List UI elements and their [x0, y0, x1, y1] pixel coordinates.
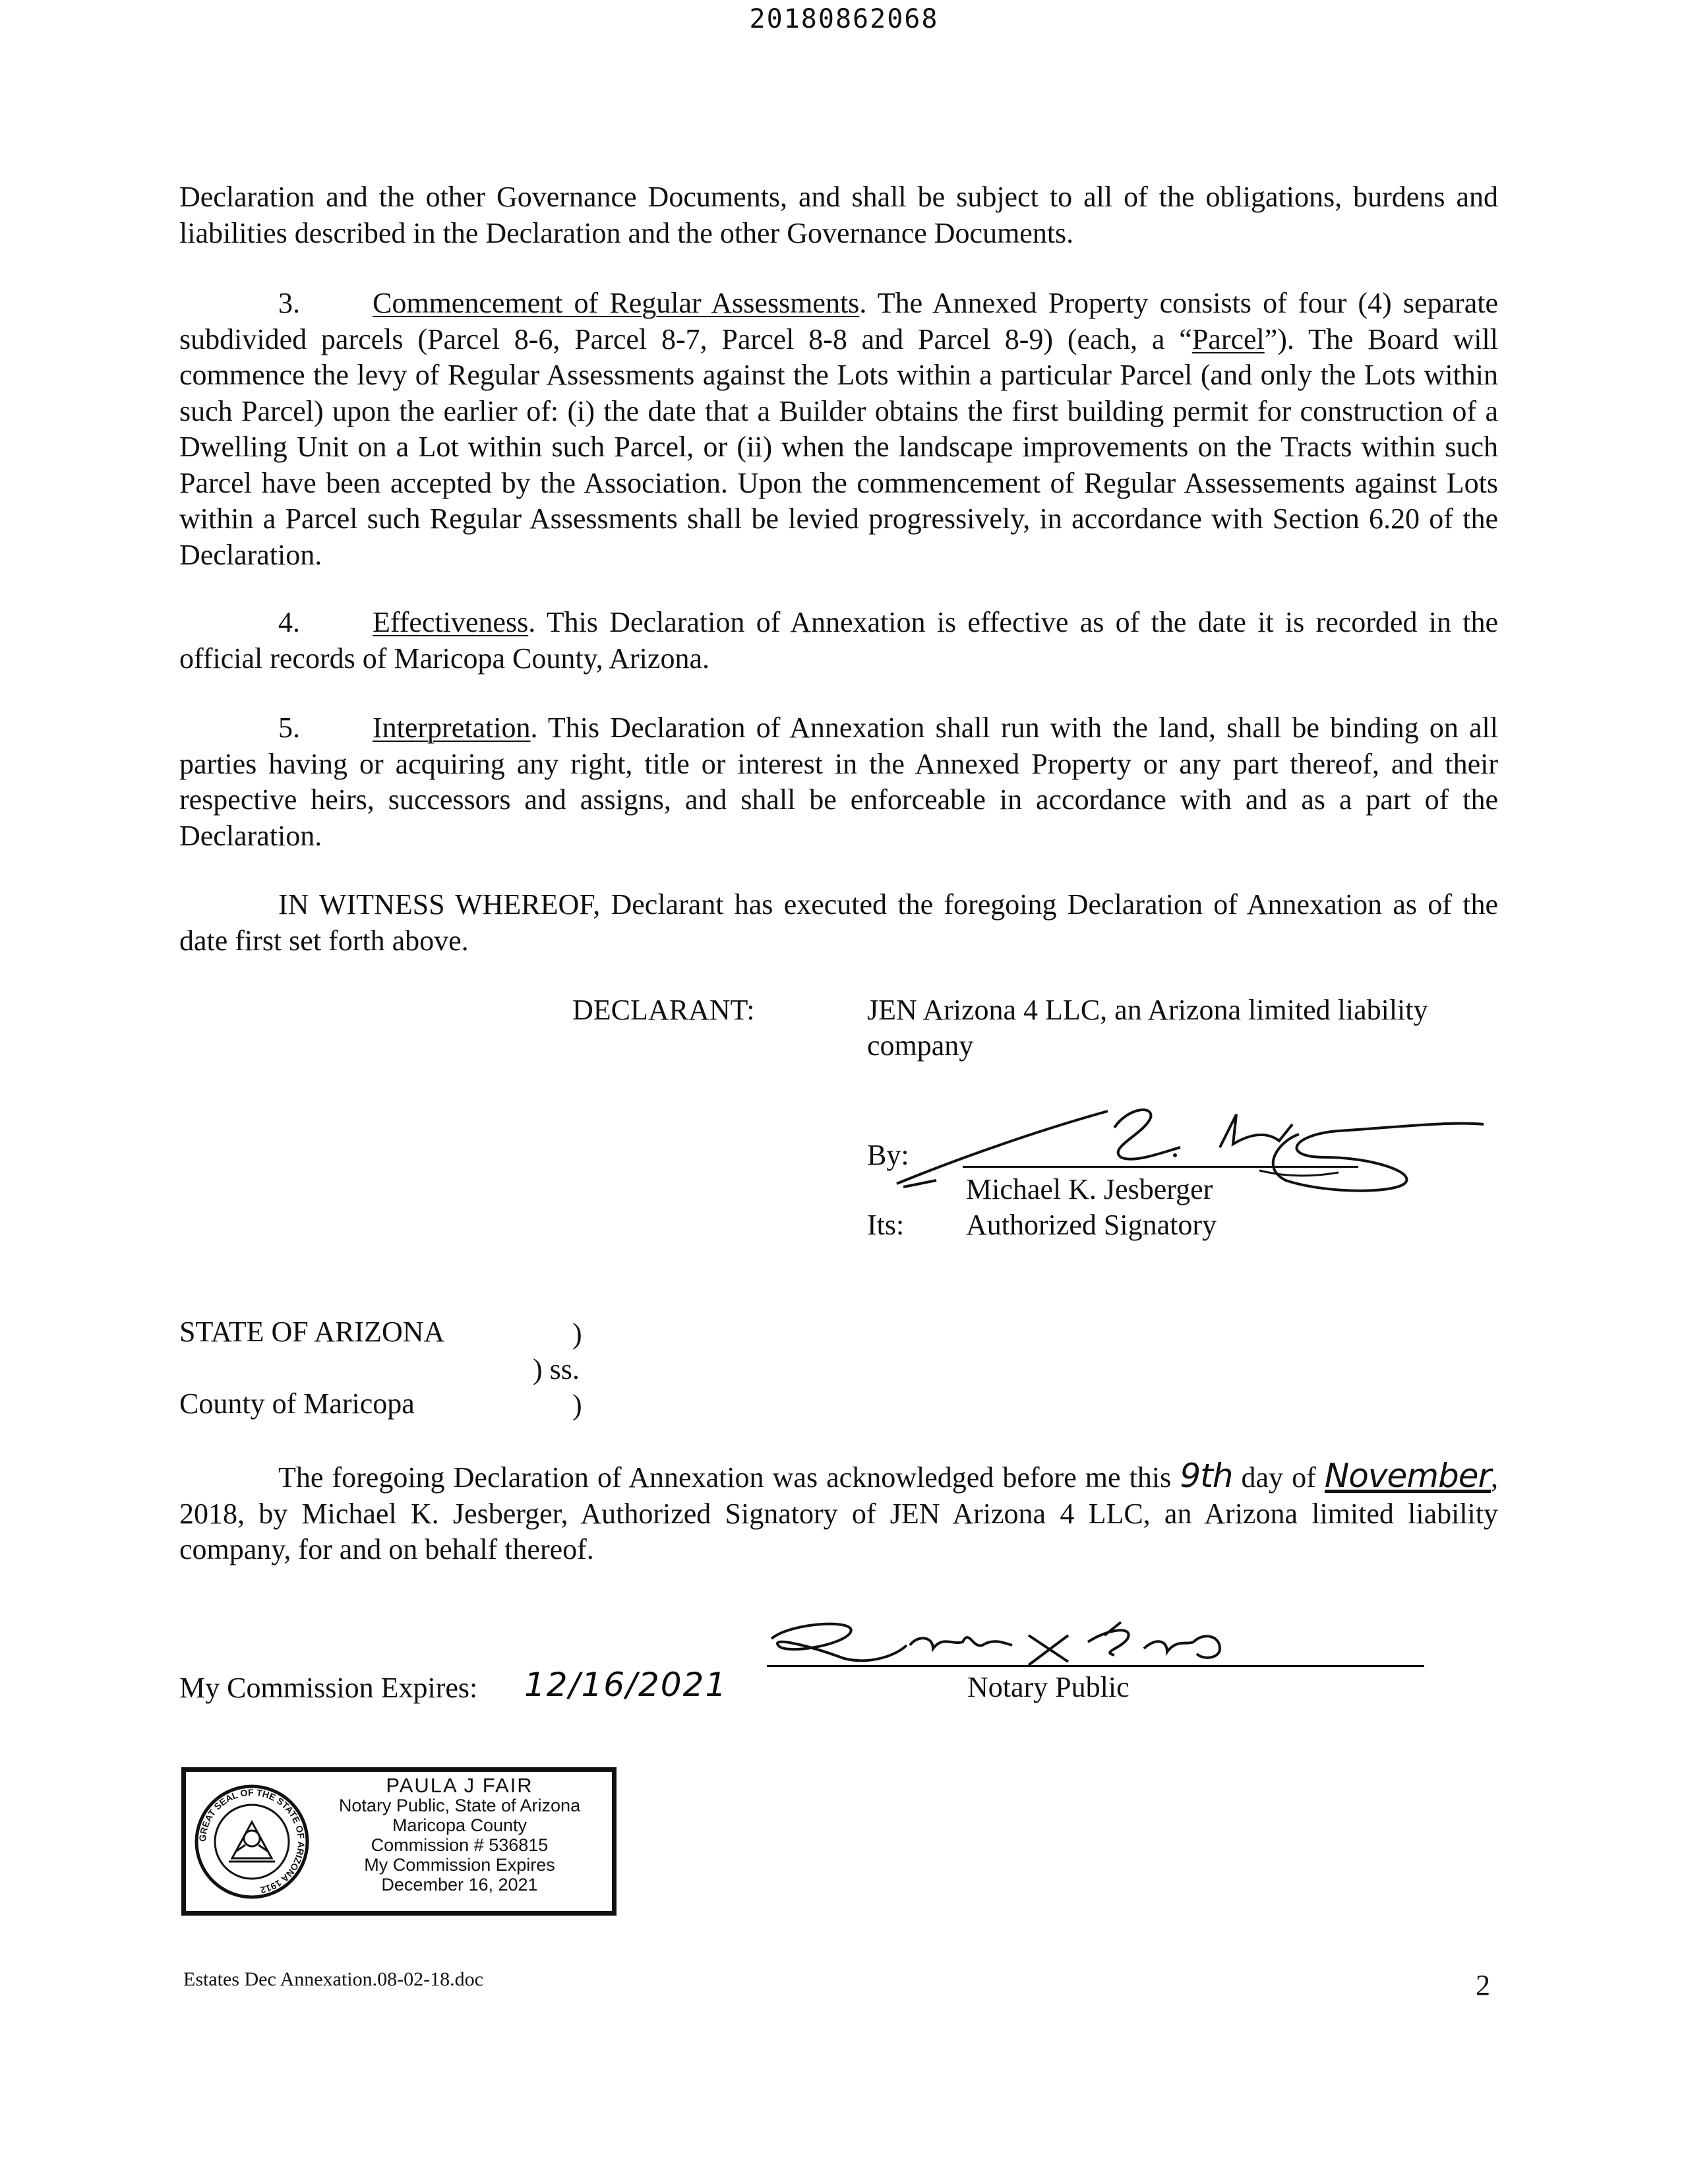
declarant-name-line2: company [867, 1029, 974, 1062]
commission-date-handwritten: 12/16/2021 [524, 1666, 728, 1704]
venue-paren-close: ) [572, 1389, 582, 1421]
stamp-line-2: Notary Public, State of Arizona [338, 1796, 581, 1815]
venue-ss: ) ss. [533, 1353, 580, 1385]
venue-county: County of Maricopa [179, 1387, 415, 1420]
its-label: Its: [867, 1209, 905, 1241]
witness-text: IN WITNESS WHEREOF, Declarant has executed the foregoing Declaration of Annexation as of the date first set forth above. [179, 888, 1498, 957]
stamp-line-4: Commission # 536815 [371, 1835, 549, 1855]
stamp-line-3: Maricopa County [392, 1815, 528, 1835]
commission-label: My Commission Expires: [179, 1672, 478, 1704]
signer-name: Michael K. Jesberger [966, 1173, 1213, 1205]
intro-paragraph [179, 179, 1498, 251]
section-4 [179, 605, 1498, 677]
by-label: By: [867, 1139, 909, 1171]
footer-page-number: 2 [1476, 1969, 1490, 2001]
section-3-title: Commencement of Regular Assessments [373, 287, 860, 319]
section-3-text-a: . The Annexed Property consists of four (4) separate subdivided parcels (Parcel 8-6, Parcel 8-7, Parcel 8-8 and Parcel 8-9) (each, a “ [179, 287, 1498, 355]
arizona-seal-icon [193, 1782, 311, 1901]
recording-number: 20180862068 [749, 4, 939, 34]
stamp-line-6: December 16, 2021 [381, 1875, 538, 1895]
section-4-text: . This Declaration of Annexation is effective as of the date it is recorded in the official records of Maricopa County, Arizona. [179, 606, 1498, 675]
declarant-label: DECLARANT: [572, 994, 755, 1026]
stamp-notary-name: PAULA J FAIR [386, 1774, 533, 1797]
section-4-title: Effectiveness [373, 606, 529, 638]
section-4-number: 4. [278, 606, 300, 638]
seal-ring-text: GREAT SEAL OF THE STATE OF ARIZONA 1912 [196, 1786, 307, 1896]
notary-stamp [181, 1767, 617, 1916]
stamp-text-block [310, 1776, 609, 1895]
section-3-defined-term: Parcel [1191, 322, 1265, 355]
declarant-name-line1: JEN Arizona 4 LLC, an Arizona limited liability [867, 994, 1428, 1026]
section-5-title: Interpretation [373, 712, 531, 744]
section-3-number: 3. [278, 287, 300, 319]
section-3 [179, 286, 1498, 573]
venue-paren-open: ) [572, 1318, 582, 1350]
section-5-text: . This Declaration of Annexation shall run with the land, shall be binding on all parties having or acquiring any right, title or interest in the Annexed Property or any part thereof, and their respective heirs, successors and assigns, and shall be enforceable in accordance with and as a part of the Declaration. [179, 712, 1498, 852]
footer-filename: Estates Dec Annexation.08-02-18.doc [183, 1968, 483, 1990]
section-3-text-b: ”). The Board will commence the levy of Regular Assessments against the Lots within a particular Parcel (and only the Lots within such Parcel) upon the earlier of: (i) the date that a Builder obtains the first building permit for construction of a Dwelling Unit on a Lot within such Parcel, or (ii) when the landscape improvements on the Tracts within such Parcel have been accepted by the Association. Upon the commencement of Regular Assessements against Lots within a Parcel such Regular Assessments shall be levied progressively, in accordance with Section 6.20 of the Declaration. [179, 322, 1498, 571]
ack-text-2: day of [1241, 1461, 1316, 1494]
ack-text-3: , 2018, by Michael K. Jesberger, Authorized Signatory of JEN Arizona 4 LLC, an Arizona limited liability company, for and on behalf thereof. [179, 1461, 1499, 1565]
ack-day-handwritten: 9th [1180, 1457, 1233, 1495]
notary-public-label: Notary Public [967, 1671, 1130, 1703]
ack-text-1: The foregoing Declaration of Annexation was acknowledged before me this [278, 1461, 1172, 1494]
witness-paragraph [179, 887, 1498, 959]
signer-title: Authorized Signatory [966, 1209, 1217, 1241]
section-5-number: 5. [278, 712, 300, 744]
intro-text: Declaration and the other Governance Documents, and shall be subject to all of the obligations, burdens and liabilities described in the Declaration and the other Governance Documents. [179, 181, 1498, 249]
section-5 [179, 710, 1498, 854]
acknowledgment-paragraph [179, 1458, 1498, 1568]
venue-state: STATE OF ARIZONA [179, 1316, 445, 1348]
notary-signature [765, 1609, 1240, 1675]
ack-month-handwritten: November [1324, 1457, 1492, 1495]
stamp-line-5: My Commission Expires [364, 1855, 555, 1875]
